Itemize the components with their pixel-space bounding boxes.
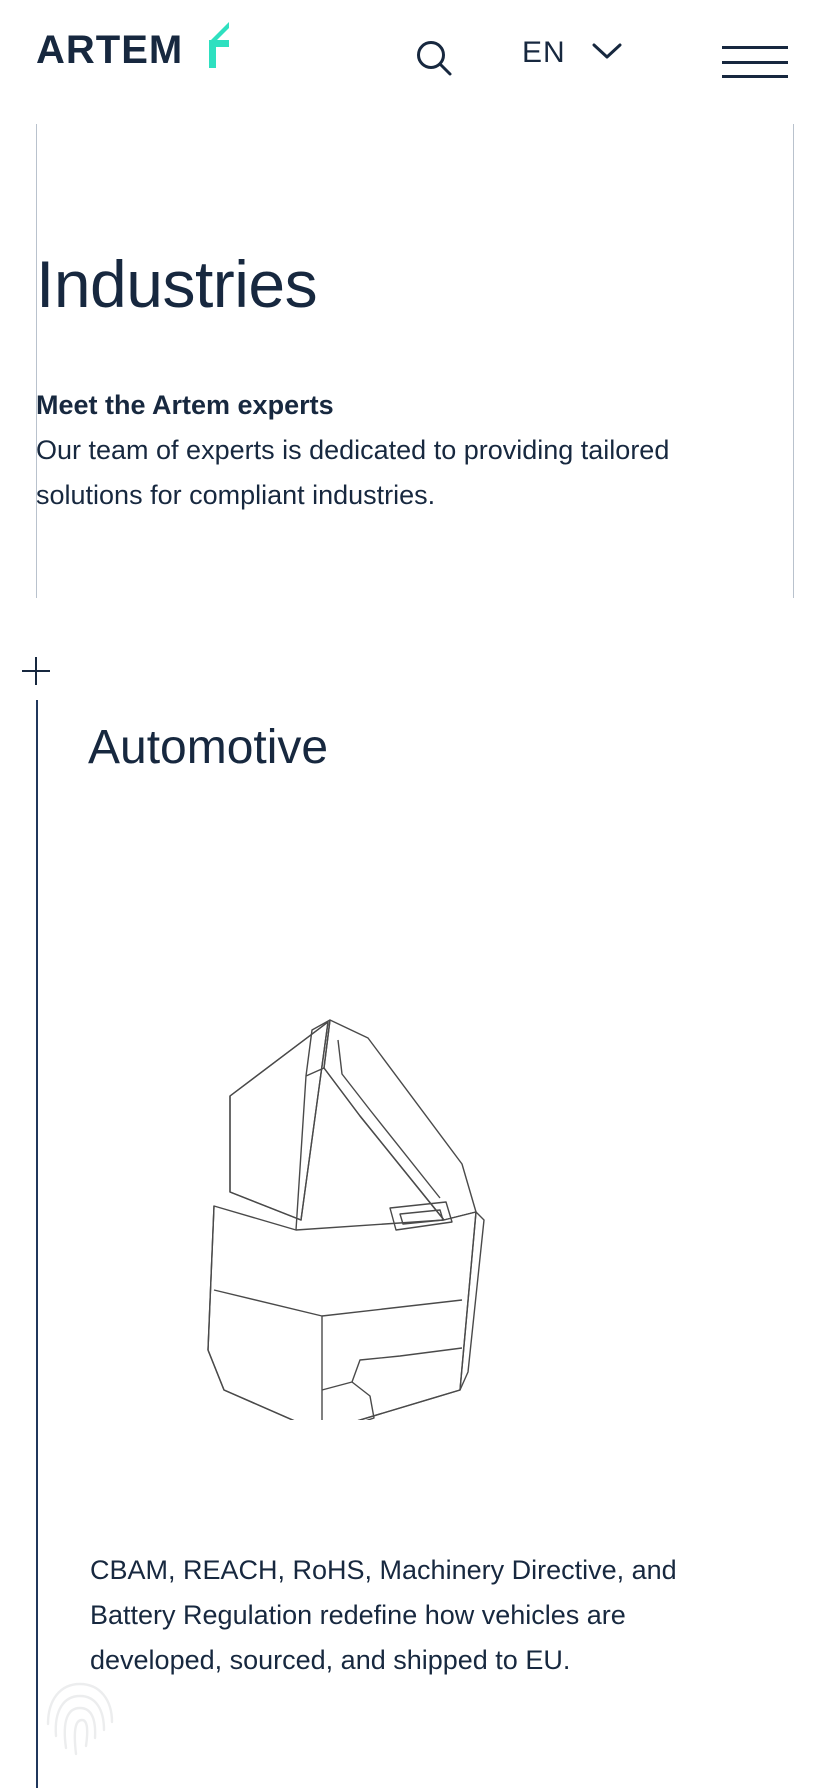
site-header xyxy=(0,0,824,124)
right-vertical-rule-top xyxy=(793,124,794,598)
car-door-line-drawing-icon xyxy=(200,920,600,1420)
left-vertical-rule-bottom xyxy=(36,700,38,1788)
language-selected-label: EN xyxy=(522,36,566,69)
search-button[interactable] xyxy=(412,38,456,82)
artem-plus-mark-icon xyxy=(185,22,229,68)
logo-wordmark: ARTEM xyxy=(36,28,184,72)
page-title: Industries xyxy=(36,247,318,321)
chevron-down-icon xyxy=(592,42,622,65)
language-selector[interactable] xyxy=(522,36,622,70)
search-icon xyxy=(414,38,454,83)
left-vertical-rule-top xyxy=(36,124,37,598)
site-logo[interactable] xyxy=(36,28,229,88)
fingerprint-watermark-icon xyxy=(40,1662,120,1758)
industry-title-automotive: Automotive xyxy=(88,721,329,774)
hamburger-menu-button[interactable] xyxy=(722,40,788,84)
hero-body-text: Our team of experts is dedicated to providing tailored solutions for compliant industries. xyxy=(36,435,670,510)
hamburger-menu-icon-line-2 xyxy=(722,61,788,64)
hamburger-menu-icon-line-3 xyxy=(722,75,788,78)
hamburger-menu-icon-line-1 xyxy=(722,46,788,49)
hero-subtitle: Meet the Artem experts xyxy=(36,390,334,420)
plus-marker-icon xyxy=(22,657,50,685)
industry-description-automotive: CBAM, REACH, RoHS, Machinery Directive, and Battery Regulation redefine how vehicles are developed, sourced, and shipped to EU. xyxy=(90,1555,677,1675)
